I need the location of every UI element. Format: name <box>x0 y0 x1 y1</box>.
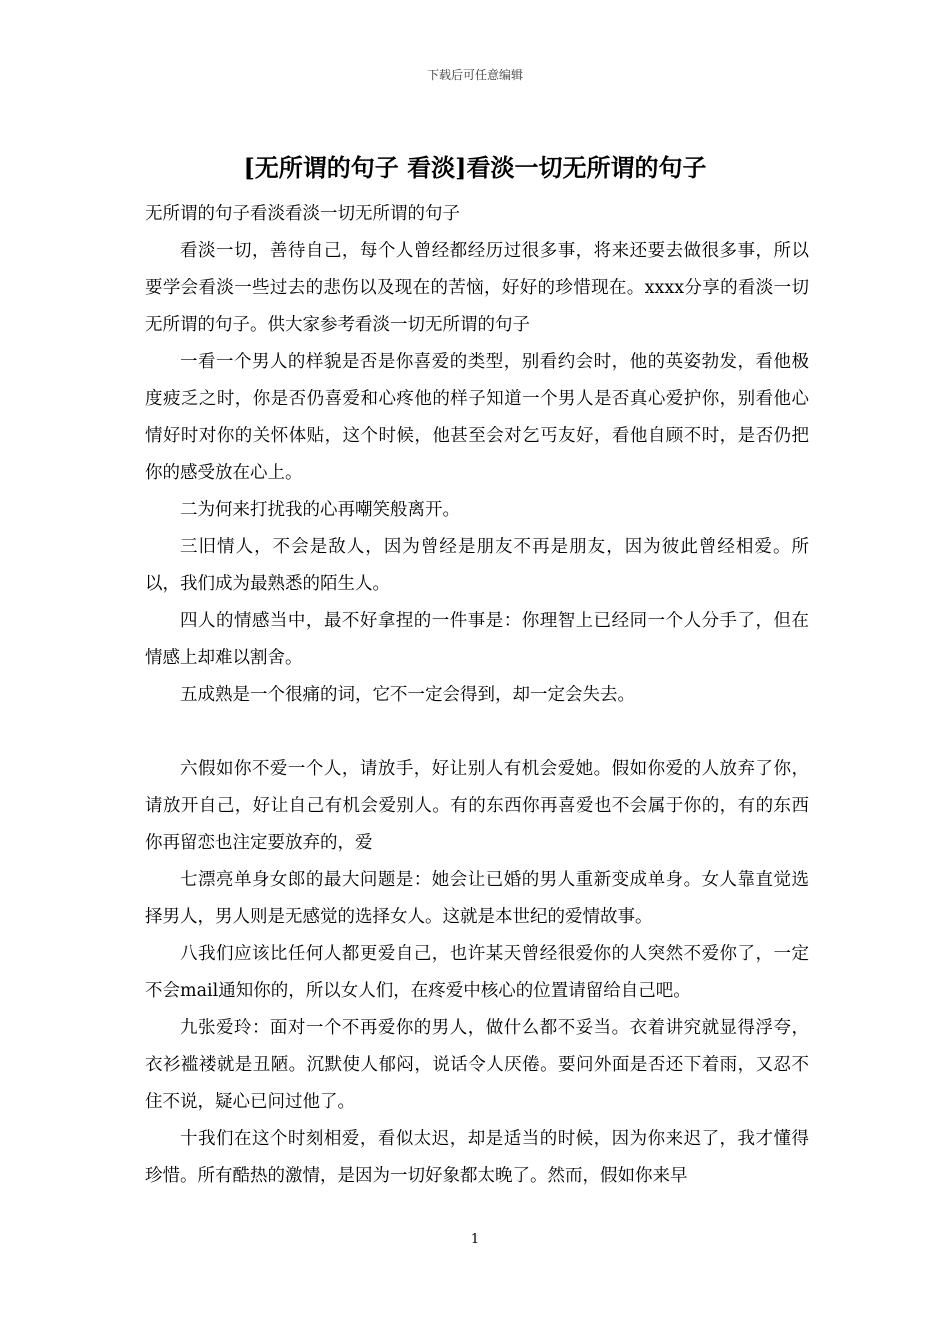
paragraph-2: 二为何来打扰我的心再嘲笑般离开。 <box>180 500 460 520</box>
paragraph-9: 九张爱玲：面对一个不再爱你的男人，做什么都不妥当。衣着讲究就显得浮夸，衣衫褴褛就是丑陋。沉默使人郁闷，说话令人厌倦。要问外面是否还下着雨，又忍不住不说，疑心已问过他了。 <box>145 1018 809 1112</box>
paragraph-5: 五成熟是一个很痛的词，它不一定会得到，却一定会失去。 <box>180 685 635 705</box>
paragraph-1: 一看一个男人的样貌是否是你喜爱的类型，别看约会时，他的英姿勃发，看他极度疲乏之时，你是否仍喜爱和心疼他的样子知道一个男人是否真心爱护你，别看他心情好时对你的关怀体贴，这个时候，他甚至会对乞丐友好，看他自顾不时，是否仍把你的感受放在心上。 <box>145 352 809 483</box>
document-body <box>145 196 809 1195</box>
paragraph-10: 十我们在这个时刻相爱，看似太迟，却是适当的时候，因为你来迟了，我才懂得珍惜。所有酷热的激情，是因为一切好象都太晚了。然而，假如你来早 <box>145 1129 809 1186</box>
paragraph-4: 四人的情感当中，最不好拿捏的一件事是：你理智上已经同一个人分手了，但在情感上却难以割舍。 <box>145 611 809 668</box>
blank-line <box>145 714 809 751</box>
paragraph-8: 八我们应该比任何人都更爱自己，也许某天曾经很爱你的人突然不爱你了，一定不会mail通知你的，所以女人们，在疼爱中核心的位置请留给自己吧。 <box>145 944 809 1001</box>
document-subtitle: 无所谓的句子看淡看淡一切无所谓的句子 <box>145 204 460 224</box>
paragraph-3: 三旧情人，不会是敌人，因为曾经是朋友不再是朋友，因为彼此曾经相爱。所以，我们成为最熟悉的陌生人。 <box>145 537 809 594</box>
paragraph-6: 六假如你不爱一个人，请放手，好让别人有机会爱她。假如你爱的人放弃了你，请放开自己，好让自己有机会爱别人。有的东西你再喜爱也不会属于你的，有的东西你再留恋也注定要放弃的，爱 <box>145 759 809 853</box>
document-title: [无所谓的句子 看淡]看淡一切无所谓的句子 <box>243 153 707 182</box>
page-number: 1 <box>470 1232 480 1247</box>
paragraph-intro: 看淡一切，善待自己，每个人曾经都经历过很多事，将来还要去做很多事，所以要学会看淡一些过去的悲伤以及现在的苦恼，好好的珍惜现在。xxxx分享的看淡一切无所谓的句子。供大家参考看淡一切无所谓的句子 <box>145 241 809 335</box>
header-note: 下载后可任意编辑 <box>426 68 523 82</box>
paragraph-7: 七漂亮单身女郎的最大问题是：她会让已婚的男人重新变成单身。女人靠直觉选择男人，男人则是无感觉的选择女人。这就是本世纪的爱情故事。 <box>145 870 809 927</box>
